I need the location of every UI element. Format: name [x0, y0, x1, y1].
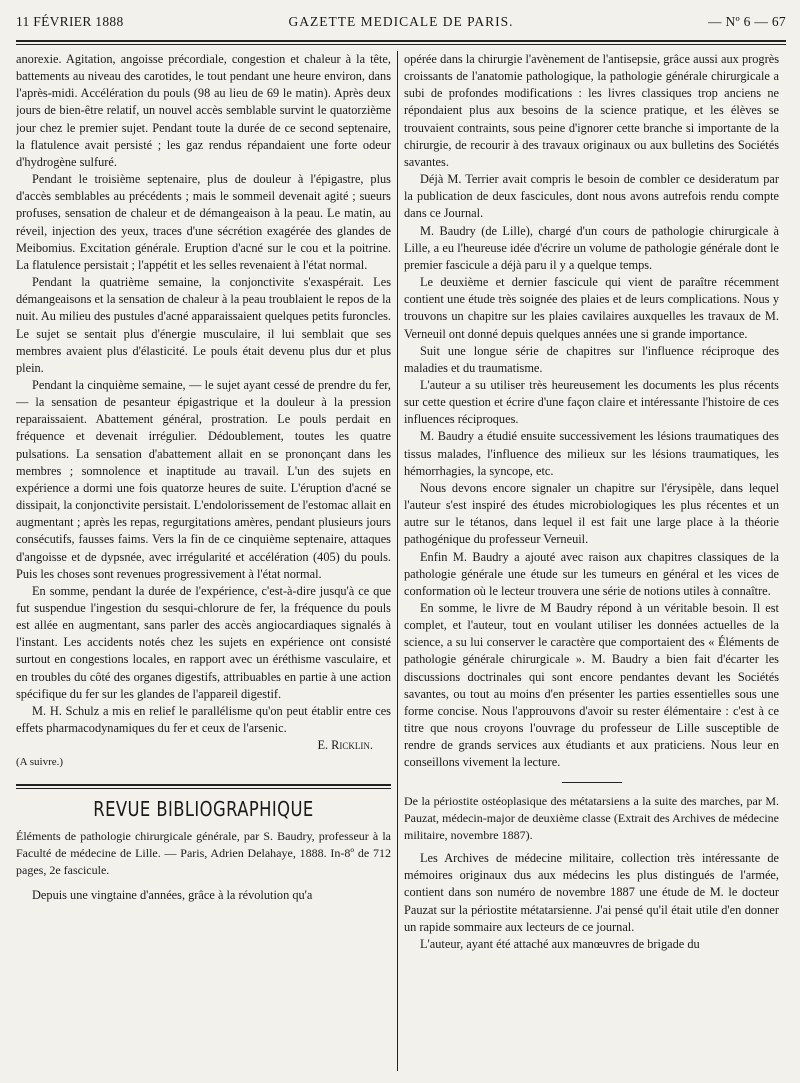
- paragraph: Pendant la cinquième semaine, — le sujet ayant cessé de prendre du fer, — la sensation de pesanteur épigastrique et la douleur à la pression reparaissaient. Abattement général, prostration. Le pouls perdait en fréquence et devenait irrégulier. Dédoublement, toutes les quatre pulsations. La sensation d'abattement allait en se prononçant dans les membres ; somnolence et inaptitude au travail. L'un des sujets en expérience a dormi une fois quatorze heures de suite. L'éruption d'acné se dissipait, la conjonctivite persistait. L'endolorissement de l'estomac allait en augmentant ; après les repas, regurgitations amères, pendant plusieurs jours consécutifs, fausses faims. Vers la fin de ce cinquième septenaire, attaques d'angoisse et de dypsnée, avec irrégularité et accélération (405) du pouls. Puis les choses sont revenues progressivement à l'état normal.: [16, 377, 391, 581]
- paragraph: Les Archives de médecine militaire, collection très intéressante de mémoires originaux dus aux médecins les plus distingués de l'armée, contient dans son numéro de novembre 1887 une étude de M. le docteur Pauzat sur la périostite métatarsienne. J'ai pensé qu'il était utile d'en donner un rapide sommaire aux lecteurs de ce journal.: [404, 851, 779, 934]
- paragraph: M. H. Schulz a mis en relief le parallélisme qu'on peut établir entre ces effets pharmacodynamiques du fer et ceux de l'arsenic.: [16, 703, 391, 736]
- left-column: [16, 51, 391, 1071]
- to-follow-note: (A suivre.): [16, 756, 64, 769]
- bibliography-entry: De la périostite ostéoplasique des métatarsiens a la suite des marches, par M. Pauzat, médecin-major de deuxième classe (Extrait des Archives de médecine militaire, novembre 1887).: [404, 793, 779, 842]
- separator-rule: [562, 782, 622, 783]
- author-signature: E. Ricklin.: [317, 738, 373, 753]
- header-rule: [16, 40, 786, 45]
- paragraph: Depuis une vingtaine d'années, grâce à la révolution qu'a: [32, 888, 313, 903]
- paragraph: anorexie. Agitation, angoisse précordiale, congestion et chaleur à la tête, battements au niveau des carotides, le tout pendant une heure environ, dans l'après-midi. Accélération du pouls (98 au lieu de 69 le matin). Après deux jours de bien-être relatif, un nouvel accès semblable survint le quatorzième jour chez le premier sujet. Pendant toute la durée de ce second septenaire, la flatulence avait persisté ; les gaz rendus répandaient une forte odeur d'hydrogène sulfuré.: [16, 52, 391, 169]
- journal-title: GAZETTE MEDICALE DE PARIS.: [288, 14, 514, 29]
- paragraph: Déjà M. Terrier avait compris le besoin de combler ce desideratum par la publication de deux fascicules, dont nous avons autrefois rendu compte dans ce Journal.: [404, 172, 779, 221]
- section-title: REVUE BIBLIOGRAPHIQUE: [93, 796, 314, 821]
- paragraph: Suit une longue série de chapitres sur l'influence réciproque des maladies et du traumatisme.: [404, 343, 779, 375]
- paragraph: En somme, le livre de M Baudry répond à un véritable besoin. Il est complet, et l'auteur, tout en voulant utiliser les données actuelles de la science, a su lui conserver le caractère que comportaient des « Éléments de pathologie générale chirurgicale ». M. Baudry a bien fait d'écarter les discussions doctrinales qui sont encore pendantes devant les Sociétés savantes, ou tout au moins d'en présenter les parties essentielles sous une forme concise. Nous l'approuvons d'avoir su rester élémentaire : c'est à ce titre que nous croyons l'ouvrage du professeur de Lille susceptible de rendre de grands services aux étudiants et aux praticiens. Nous leur en conseillons vivement la lecture.: [404, 601, 779, 770]
- section-rule: [16, 784, 391, 789]
- bibliography-entry: Éléments de pathologie chirurgicale générale, par S. Baudry, professeur à la Faculté de médecine de Lille. — Paris, Adrien Delahaye, 1888. In-8º de 712 pages, 2e fascicule.: [16, 828, 391, 878]
- right-column: [404, 51, 779, 1071]
- paragraph: Pendant la quatrième semaine, la conjonctivite s'exaspérait. Les démangeaisons et la sensation de chaleur à la peau troublaient le repos de la nuit. Au milieu des pustules d'acné apparaissaient quelques petits furoncles. Le sujet se sentait plus d'énergie musculaire, il lui semblait que ses membres avaient plus d'élasticité. Le pouls était devenu plus dur et plus plein.: [16, 275, 391, 375]
- issue-page-number: — Nº 6 — 67: [708, 14, 786, 29]
- page-header: [16, 14, 786, 36]
- paragraph: Pendant le troisième septenaire, plus de douleur à l'épigastre, plus d'accès semblables au précédents ; mais le sommeil devenait agité ; sueurs profuses, sensation de chaleur et de démangeaison à la peau. Le matin, au réveil, injection des yeux, traces d'une sécrétion exagérée des glandes de Meibomius. Excitation générale. Eruption d'acné sur le cou et la poitrine. La flatulence persistait ; l'appétit et les selles revenaient à l'état normal.: [16, 172, 391, 272]
- paragraph: opérée dans la chirurgie l'avènement de l'antisepsie, grâce aussi aux progrès croissants de l'anatomie pathologique, la pathologie générale chirurgicale a subi de profondes modifications : les livres classiques trop anciens ne répondaient plus aux besoins de la science pratique, et les élèves se trouvaient contraints, sous peine d'ignorer cette branche si importante de la chirurgie, de recourir à des travaux originaux ou aux bulletins des Sociétés savantes.: [404, 52, 779, 169]
- paragraph: Enfin M. Baudry a ajouté avec raison aux chapitres classiques de la pathologie générale une étude sur les tumeurs en général et les vices de conformation où le lecteur trouvera une série de notions utiles à connaître.: [404, 549, 779, 598]
- paragraph: Nous devons encore signaler un chapitre sur l'érysipèle, dans lequel l'auteur s'est inspiré des études microbiologiques les plus récentes et un autre sur le tétanos, dans lequel il est fait une large place à la théorie pathogénique du professeur Verneuil.: [404, 480, 779, 547]
- issue-date: 11 FÉVRIER 1888: [16, 14, 124, 29]
- paragraph: Le deuxième et dernier fascicule qui vient de paraître récemment contient une étude très soignée des plaies et de leurs complications. Nous y trouvons un chapitre sur les plaies cavilaires auxquelles les travaux de M. Verneuil ont donné depuis quelques années une si grande importance.: [404, 275, 779, 341]
- paragraph: M. Baudry a étudié ensuite successivement les lésions traumatiques des tissus malades, l'influence des milieux sur les lésions traumatiques, les hémorrhagies, la syncope, etc.: [404, 429, 779, 478]
- paragraph: En somme, pendant la durée de l'expérience, c'est-à-dire jusqu'à ce que fut suspendue l'ingestion du sesqui-chlorure de fer, la fréquence du pouls est allée en augmentant, sans parler des accès angiocardiaques signalés à l'instant. Les accidents notés chez les sujets en expérience ont consisté surtout en congestions locales, en rapport avec un éréthisme vasculaire, et en troubles du côté des organes digestifs, attribuables en partie à une action spécifique du fer sur les glandes de l'appareil digestif.: [16, 583, 391, 701]
- paragraph: L'auteur a su utiliser très heureusement les documents les plus récents sur cette question et écrire d'une façon claire et intéressante l'histoire de ces influences réciproques.: [404, 377, 779, 427]
- paragraph: M. Baudry (de Lille), chargé d'un cours de pathologie chirurgicale à Lille, a eu l'heureuse idée d'écrire un volume de pathologie générale dont le premier fascicule a déjà paru il y a quelque temps.: [404, 223, 779, 272]
- column-divider: [397, 51, 398, 1071]
- text-columns: [16, 51, 786, 1071]
- paragraph: L'auteur, ayant été attaché aux manœuvres de brigade du: [420, 936, 700, 951]
